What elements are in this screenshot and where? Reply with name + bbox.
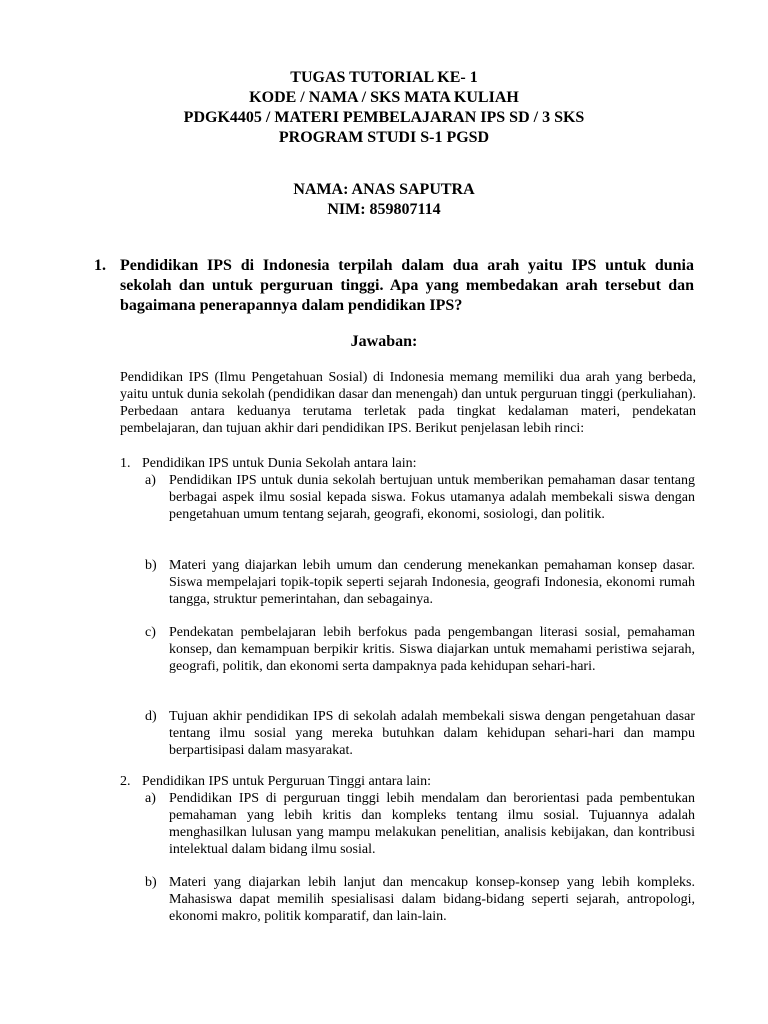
list-item bbox=[145, 708, 695, 759]
question bbox=[94, 256, 694, 316]
list-item-text: Materi yang diajarkan lebih umum dan cenderung menekankan pemahaman konsep dasar. Siswa mempelajari topik-topik seperti sejarah Indonesia, geografi Indonesia, ekonomi rumah tangga, struktur pemerintahan, dan sebagainya. bbox=[169, 558, 695, 607]
question-text: Pendidikan IPS di Indonesia terpilah dalam dua arah yaitu IPS untuk dunia sekolah dan untuk perguruan tinggi. Apa yang membedakan arah tersebut dan bagaimana penerapannya dalam pendidikan IPS? bbox=[120, 257, 694, 314]
answer-intro: Pendidikan IPS (Ilmu Pengetahuan Sosial) di Indonesia memang memiliki dua arah yang berbeda, yaitu untuk dunia sekolah (pendidikan dasar dan menengah) dan untuk perguruan tinggi (perkuliahan). Perbedaan antara keduanya terutama terletak pada tingkat kedalaman materi, pendekatan pembelajaran, dan tujuan akhir dari pendidikan IPS. Berikut penjelasan lebih rinci: bbox=[120, 370, 696, 436]
section-number: 1. bbox=[120, 456, 131, 471]
list-item-label: d) bbox=[145, 709, 157, 724]
header-course-code: PDGK4405 / MATERI PEMBELAJARAN IPS SD / 3 SKS bbox=[183, 109, 585, 126]
student-identity bbox=[0, 180, 768, 220]
list-item-label: c) bbox=[145, 625, 156, 640]
section-heading bbox=[120, 773, 431, 790]
list-item-label: a) bbox=[145, 791, 156, 806]
list-item-text: Pendekatan pembelajaran lebih berfokus pada pengembangan literasi sosial, pemahaman konsep, dan kemampuan berpikir kritis. Siswa diajarkan untuk memahami peristiwa sejarah, geografi, politik, dan ekonomi serta dampaknya pada kehidupan sehari-hari. bbox=[169, 625, 695, 674]
list-item-text: Tujuan akhir pendidikan IPS di sekolah adalah membekali siswa dengan pengetahuan dasar tentang ilmu sosial yang mereka butuhkan dalam kehidupan sehari-hari dan mampu berpartisipasi dalam masyarakat. bbox=[169, 709, 695, 758]
question-number: 1. bbox=[94, 257, 106, 274]
list-item bbox=[145, 790, 695, 858]
list-item-text: Pendidikan IPS untuk dunia sekolah bertujuan untuk memberikan pemahaman dasar tentang berbagai aspek ilmu sosial kepada siswa. Fokus utamanya adalah membekali siswa dengan pengetahuan umum tentang sejarah, geografi, ekonomi, sosiologi, dan politik. bbox=[169, 473, 695, 522]
answer-label: Jawaban: bbox=[350, 333, 418, 350]
list-item-label: b) bbox=[145, 558, 157, 573]
list-item bbox=[145, 557, 695, 608]
section-title: Pendidikan IPS untuk Perguruan Tinggi antara lain: bbox=[142, 774, 432, 789]
header-course-label: KODE / NAMA / SKS MATA KULIAH bbox=[249, 89, 519, 106]
list-item bbox=[145, 624, 695, 675]
section-number: 2. bbox=[120, 774, 131, 789]
header-title: TUGAS TUTORIAL KE- 1 bbox=[290, 69, 478, 86]
assignment-header bbox=[0, 68, 768, 148]
list-item bbox=[145, 874, 695, 925]
section-title: Pendidikan IPS untuk Dunia Sekolah antara lain: bbox=[142, 456, 417, 471]
student-nim: NIM: 859807114 bbox=[327, 201, 441, 218]
student-name: NAMA: ANAS SAPUTRA bbox=[293, 181, 475, 198]
list-item-text: Pendidikan IPS di perguruan tinggi lebih mendalam dan berorientasi pada pembentukan pemahaman yang lebih kritis dan kompleks tentang ilmu sosial. Tujuannya adalah menghasilkan lulusan yang mampu melakukan penelitian, analisis kebijakan, dan kontribusi intelektual dalam bidang ilmu sosial. bbox=[169, 791, 695, 857]
list-item bbox=[145, 472, 695, 523]
list-item-text: Materi yang diajarkan lebih lanjut dan mencakup konsep-konsep yang lebih kompleks. Mahasiswa dapat memilih spesialisasi dalam bidang-bidang seperti sejarah, antropologi, ekonomi makro, politik komparatif, dan lain-lain. bbox=[169, 875, 695, 924]
header-program: PROGRAM STUDI S-1 PGSD bbox=[278, 129, 490, 146]
list-item-label: b) bbox=[145, 875, 157, 890]
section-heading bbox=[120, 455, 417, 472]
list-item-label: a) bbox=[145, 473, 156, 488]
